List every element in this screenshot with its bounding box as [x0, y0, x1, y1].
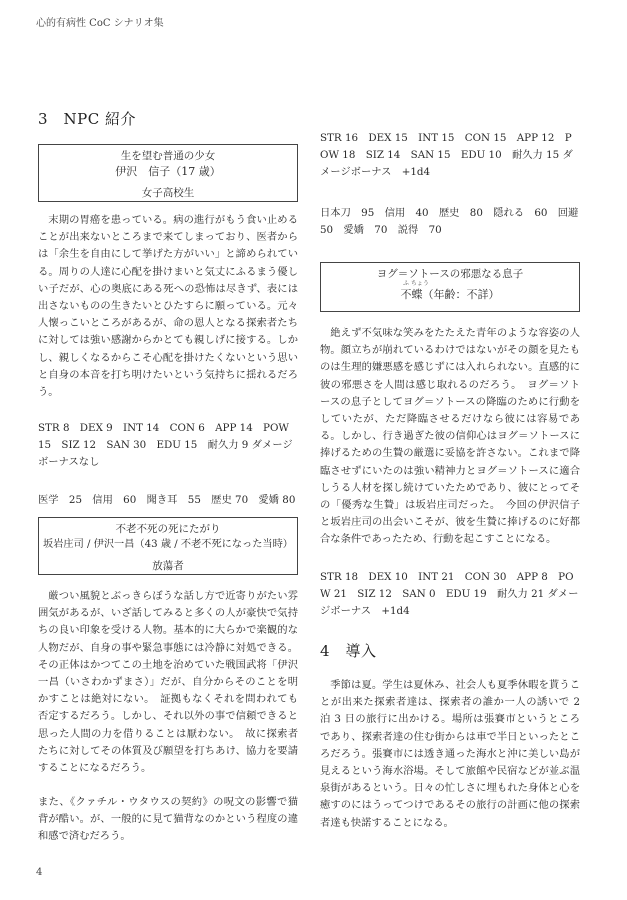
page-number: 4 [36, 867, 43, 878]
npc3-name: 不蝶（年齢：不詳） [400, 288, 500, 301]
section-3-heading: 3 NPC 紹介 [38, 110, 137, 128]
npc2-role: 放蕩者 [152, 560, 184, 572]
npc1-name: 伊沢 信子（17 歳） [115, 165, 221, 178]
npc2-subtitle: 不老不死の死にたがり [115, 523, 221, 535]
npc1-subtitle: 生を望む普通の少女 [120, 150, 216, 162]
section-4-heading: 4 導入 [320, 642, 377, 660]
npc1-skills: 医学 25 信用 60 聞き耳 55 歴史 70 愛嬌 80 [38, 494, 296, 506]
npc2-title-box [38, 517, 298, 575]
npc1-title-box [38, 144, 298, 202]
npc1-description: 末期の胃癌を患っている。病の進行がもう食い止めることが出来ないところまで来てしまっており、医者からは「余生を自由にして挙げた方がいい」と諦められている。周りの人達に心配を掛けまいと気丈にふるまう優しい子だが、心の奥底にある死への恐怖は尽きず、表には出さないものの生きたいとひたすらに願っている。元々人懐っこいところがあるが、命の恩人となる探索者たちに対しては強い感謝からかとても親しげに接する。しかし、親しくなるからこそ心配を掛けたくないという思いと自身の本音を打ち明けたいという気持ちに揺れるだろう。 [38, 214, 298, 399]
npc3-ruby: ふ ちょう [403, 280, 429, 287]
npc2-description-2: また、《クァチル・ウタウスの契約》の呪文の影響で猫背が酷い。が、一般的に見て猫背なのかという程度の違和感で済むだろう。 [38, 796, 298, 843]
npc3-description: 絶えず不気味な笑みをたたえた青年のような容姿の人物。顔立ちが崩れているわけではないがその顔を見たものは生理的嫌悪感を感じずには入れられない。直感的に彼の邪悪さを人間は感じ取れるのだろう。 ヨグ＝ソトースの息子としてヨグ＝ソトースの降臨のために行動をしていたが、ただ降臨させるだけなら彼には容易である。しかし、行き過ぎた彼の信仰心はヨグ＝ソトースに捧げるための生贄の厳選に妥協を許さない。これまで降臨させずにいたのは強い精神力とヨグ＝ソトースに適合しうる人材を探し続けていたためであり、彼にとってその「優秀な生贄」は坂岩庄司だった。 今回の伊沢信子と坂岩庄司の出会いこそが、彼を生贄に捧げるのに好都合な条件であったため、行動を起こすことになる。 [320, 327, 580, 546]
npc2-name: 坂岩庄司 / 伊沢一昌（43 歳 / 不老不死になった当時） [43, 539, 293, 550]
running-header: 心的有病性 CoC シナリオ集 [36, 18, 164, 29]
npc1-role: 女子高校生 [141, 187, 195, 199]
npc2-stats: STR 16 DEX 15 INT 15 CON 15 APP 12 POW 18 SIZ 14 SAN 15 EDU 10 耐久力 15 ダメージボーナス +1d4 [320, 132, 573, 179]
npc2-skills: 日本刀 95 信用 40 歴史 80 隠れる 60 回避 50 愛嬌 70 説得 70 [320, 207, 579, 237]
npc1-stats: STR 8 DEX 9 INT 14 CON 6 APP 14 POW 15 SIZ 12 SAN 30 EDU 15 耐久力 9 ダメージボーナスなし [38, 422, 293, 469]
npc3-subtitle: ヨグ＝ソトースの邪悪なる息子 [376, 268, 524, 280]
npc3-stats: STR 18 DEX 10 INT 21 CON 30 APP 8 POW 21 SIZ 12 SAN 0 EDU 19 耐久力 21 ダメージボーナス +1d4 [320, 571, 579, 618]
section-4-text: 季節は夏。学生は夏休み、社会人も夏季休暇を貰うことが出来た探索者達は、探索者の誰か一人の誘いで 2 泊 3 日の旅行に出かける。場所は張賽市というところであり、探索者達の住む街からは車で半日といったところだろう。張賽市には透き通った海水と沖に美しい島が見えるという海水浴場。そして旅館や民宿などが並ぶ温泉街があるという。日々の忙しさに埋もれた身体と心を癒すのにはうってつけであるその旅行の計画に他の探索者達も快諾することになる。 [320, 679, 580, 829]
npc2-description-1: 厳つい風貌とぶっきらぼうな話し方で近寄りがたい雰囲気があるが、いざ話してみると多くの人が豪快で気持ちの良い印象を受ける人物。基本的に大らかで楽観的な人物だが、自身の事や緊急事態には冷静に対処できる。その正体はかつてこの土地を治めていた戦国武将「伊沢一昌（いさわかずまさ）」だが、自分からそのことを明かすことは絶対にない。 証拠もなくそれを問われても否定するだろう。しかし、それ以外の事で信頼できると思った人間の力を借りることは厭わない。 故に探索者たちに対してその体質及び願望を打ちあけ、協力を要請することになるだろう。 [38, 590, 298, 775]
npc3-title-box [320, 262, 580, 312]
